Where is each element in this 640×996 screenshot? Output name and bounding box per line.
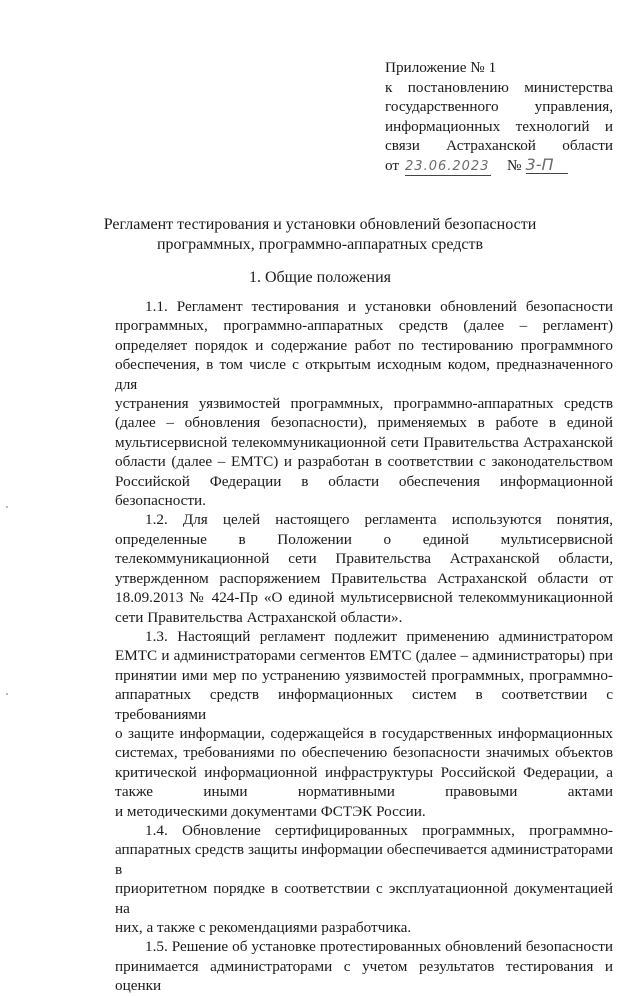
text-line: сети Правительства Астраханской области».: [115, 608, 403, 626]
paragraph-1-2: [115, 510, 613, 626]
appendix-date-line: [385, 156, 613, 176]
number-label: №: [507, 156, 522, 174]
text-line: телекоммуникационной сети Правительства Астраханской области,: [115, 550, 613, 568]
text-line: 1.3. Настоящий регламент подлежит применению администратором: [145, 627, 613, 645]
text-line: принятии ими мер по устранению уязвимостей программных, программно-: [115, 666, 613, 684]
text-line: (далее – обновления безопасности), применяемых в работе в единой: [115, 414, 613, 432]
text-line: Российской Федерации в области обеспечения информационной: [115, 472, 613, 490]
text-line: 18.09.2013 № 424-Пр «О единой мультисервисной телекоммуникационной: [115, 589, 613, 607]
date-prefix: от: [385, 156, 400, 174]
text-line: определяет порядок и содержание работ по тестированию программного: [115, 336, 613, 354]
text-line: них, а также с рекомендациями разработчика.: [115, 919, 412, 936]
document-title: [100, 215, 540, 255]
text-line: мультисервисной телекоммуникационной сети Правительства Астраханской: [115, 433, 613, 451]
text-line: 1.5. Решение об установке протестированных обновлений безопасности: [145, 938, 613, 956]
text-line: области (далее – ЕМТС) и разработан в соответствии с законодательством: [115, 453, 613, 471]
text-line: безопасности.: [115, 492, 206, 510]
appendix-title: Приложение № 1: [385, 59, 497, 76]
document-title-line: Регламент тестирования и установки обновлений безопасности: [103, 216, 537, 233]
text-line: программных, программно-аппаратных средств (далее – регламент): [115, 317, 613, 335]
text-line: устранения уязвимостей программных, программно-аппаратных средств: [115, 395, 613, 413]
paragraph-1-3: [115, 627, 613, 821]
paragraph-1-5: [115, 937, 613, 995]
appendix-line: связи Астраханской области: [385, 137, 613, 154]
text-line: 1.4. Обновление сертифицированных программных, программно-: [145, 821, 613, 839]
appendix-line: информационных технологий и: [385, 117, 613, 135]
handwritten-date: 23.06.2023: [405, 158, 490, 174]
text-line: ЕМТС и администраторами сегментов ЕМТС (далее – администраторы) при: [115, 647, 613, 665]
appendix-line: государственного управления,: [385, 98, 613, 115]
text-line: аппаратных средств защиты информации обеспечивается администраторами в: [115, 841, 613, 878]
text-line: принимается администраторами с учетом результатов тестирования и оценки: [115, 957, 613, 995]
text-line: критической информационной инфраструктуры Российской Федерации, а: [115, 763, 613, 781]
text-line: 1.2. Для целей настоящего регламента используются понятия,: [145, 511, 613, 529]
text-line: определенные в Положении о единой мультисервисной: [115, 530, 613, 548]
text-line: обеспечения, в том числе с открытым исходным кодом, предназначенного для: [115, 356, 613, 393]
document-title-line: программных, программно-аппаратных средств: [156, 236, 484, 253]
scan-speck: [6, 693, 8, 695]
document-body: [115, 297, 613, 996]
handwritten-number: 3-П: [526, 157, 568, 174]
text-line: утвержденном распоряжением Правительства Астраханской области от: [115, 569, 613, 587]
text-line: приоритетном порядке в соответствии с эксплуатационной документацией на: [115, 880, 613, 917]
text-line: аппаратных средств информационных систем в соответствии с требованиями: [115, 686, 613, 723]
text-line: 1.1. Регламент тестирования и установки обновлений безопасности: [145, 298, 613, 315]
scan-speck: [6, 506, 8, 508]
text-line: системах, требованиями по обеспечению безопасности значимых объектов: [115, 744, 613, 762]
paragraph-1-1: [115, 297, 613, 510]
text-line: также иными нормативными правовыми актами: [115, 783, 613, 801]
appendix-block: [385, 58, 613, 176]
section-heading: 1. Общие положения: [248, 269, 392, 286]
paragraph-1-4: [115, 821, 613, 937]
text-line: о защите информации, содержащейся в государственных информационных: [115, 724, 613, 742]
text-line: и методическими документами ФСТЭК России.: [115, 802, 426, 820]
appendix-line: к постановлению министерства: [385, 78, 613, 96]
